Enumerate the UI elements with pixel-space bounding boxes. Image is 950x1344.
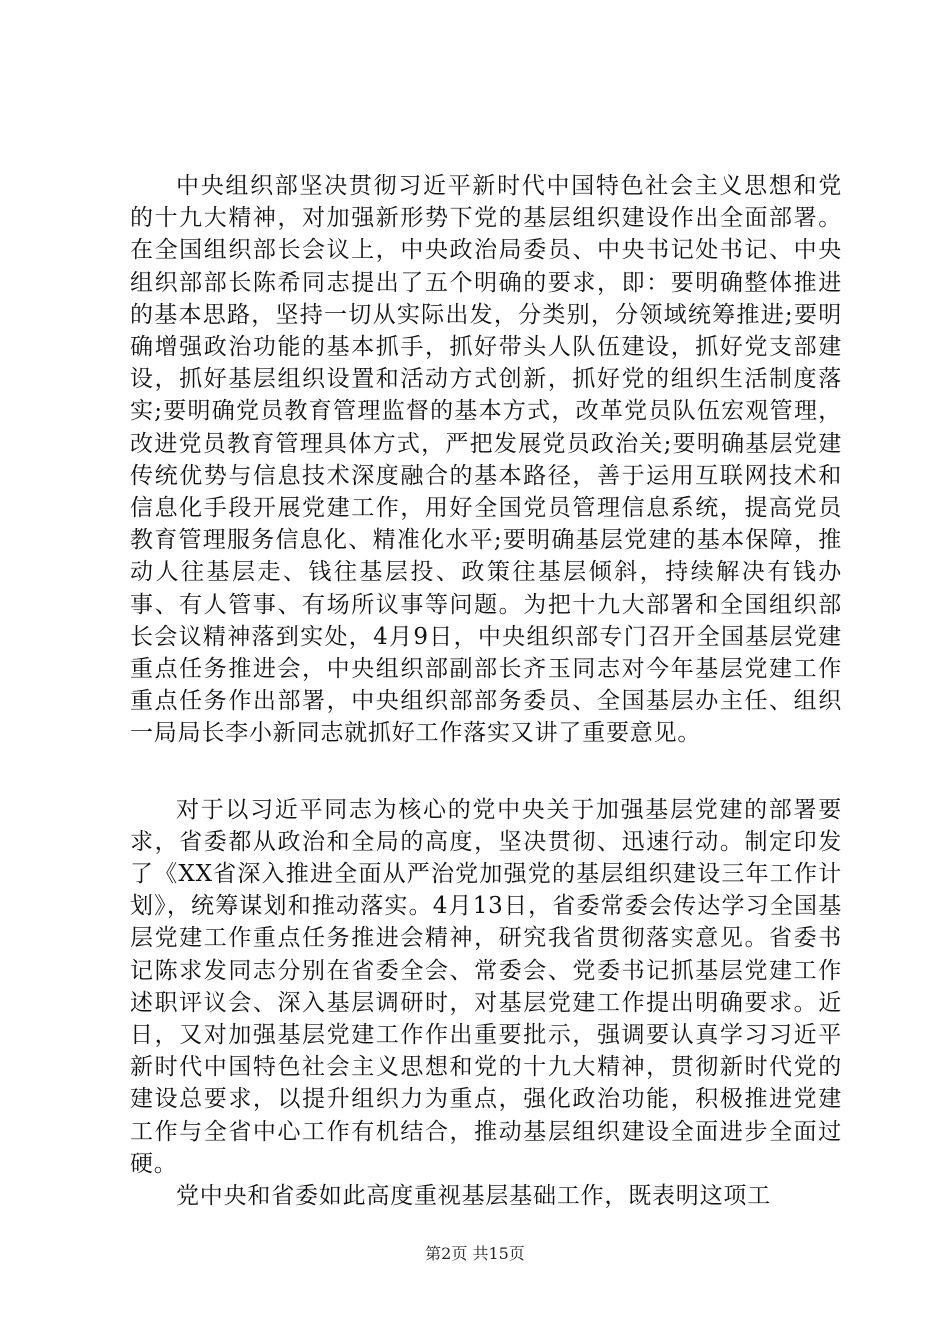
page-number-footer: 第2页 共15页: [425, 1244, 525, 1263]
paragraph-2: 对于以习近平同志为核心的党中央关于加强基层党建的部署要求，省委都从政治和全局的高度，坚决贯彻、迅速行动。制定印发了《XX省深入推进全面从严治党加强党的基层组织建设三年工作计划》，统筹谋划和推动落实。4月13日，省委常委会传达学习全国基层党建工作重点任务推进会精神，研究我省贯彻落实意见。省委书记陈求发同志分别在省委全会、常委会、党委书记抓基层党建工作述职评议会、深入基层调研时，对基层党建工作提出明确要求。近日，又对加强基层党建工作作出重要批示，强调要认真学习习近平新时代中国特色社会主义思想和党的十九大精神，贯彻新时代党的建设总要求，以提升组织力为重点，强化政治功能，积极推进党建工作与全省中心工作有机结合，推动基层组织建设全面进步全面过硬。: [130, 796, 842, 1177]
paragraph-1: 中央组织部坚决贯彻习近平新时代中国特色社会主义思想和党的十九大精神，对加强新形势下党的基层组织建设作出全面部署。在全国组织部长会议上，中央政治局委员、中央书记处书记、中央组织部部长陈希同志提出了五个明确的要求，即：要明确整体推进的基本思路，坚持一切从实际出发，分类别，分领域统筹推进;要明确增强政治功能的基本抓手，抓好带头人队伍建设，抓好党支部建设，抓好基层组织设置和活动方式创新，抓好党的组织生活制度落实;要明确党员教育管理监督的基本方式，改革党员队伍宏观管理，改进党员教育管理具体方式，严把发展党员政治关;要明确基层党建传统优势与信息技术深度融合的基本路径，善于运用互联网技术和信息化手段开展党建工作，用好全国党员管理信息系统，提高党员教育管理服务信息化、精准化水平;要明确基层党建的基本保障，推动人往基层走、钱往基层投、政策往基层倾斜，持续解决有钱办事、有人管事、有场所议事等问题。为把十九大部署和全国组织部长会议精神落到实处，4月9日，中央组织部专门召开全国基层党建重点任务推进会，中央组织部副部长齐玉同志对今年基层党建工作重点任务作出部署，中央组织部部务委员、全国基层办主任、组织一局局长李小新同志就抓好工作落实又讲了重要意见。: [130, 173, 842, 747]
paragraph-3: 党中央和省委如此高度重视基层基础工作，既表明这项工: [176, 1183, 771, 1210]
document-body: [130, 170, 842, 1212]
